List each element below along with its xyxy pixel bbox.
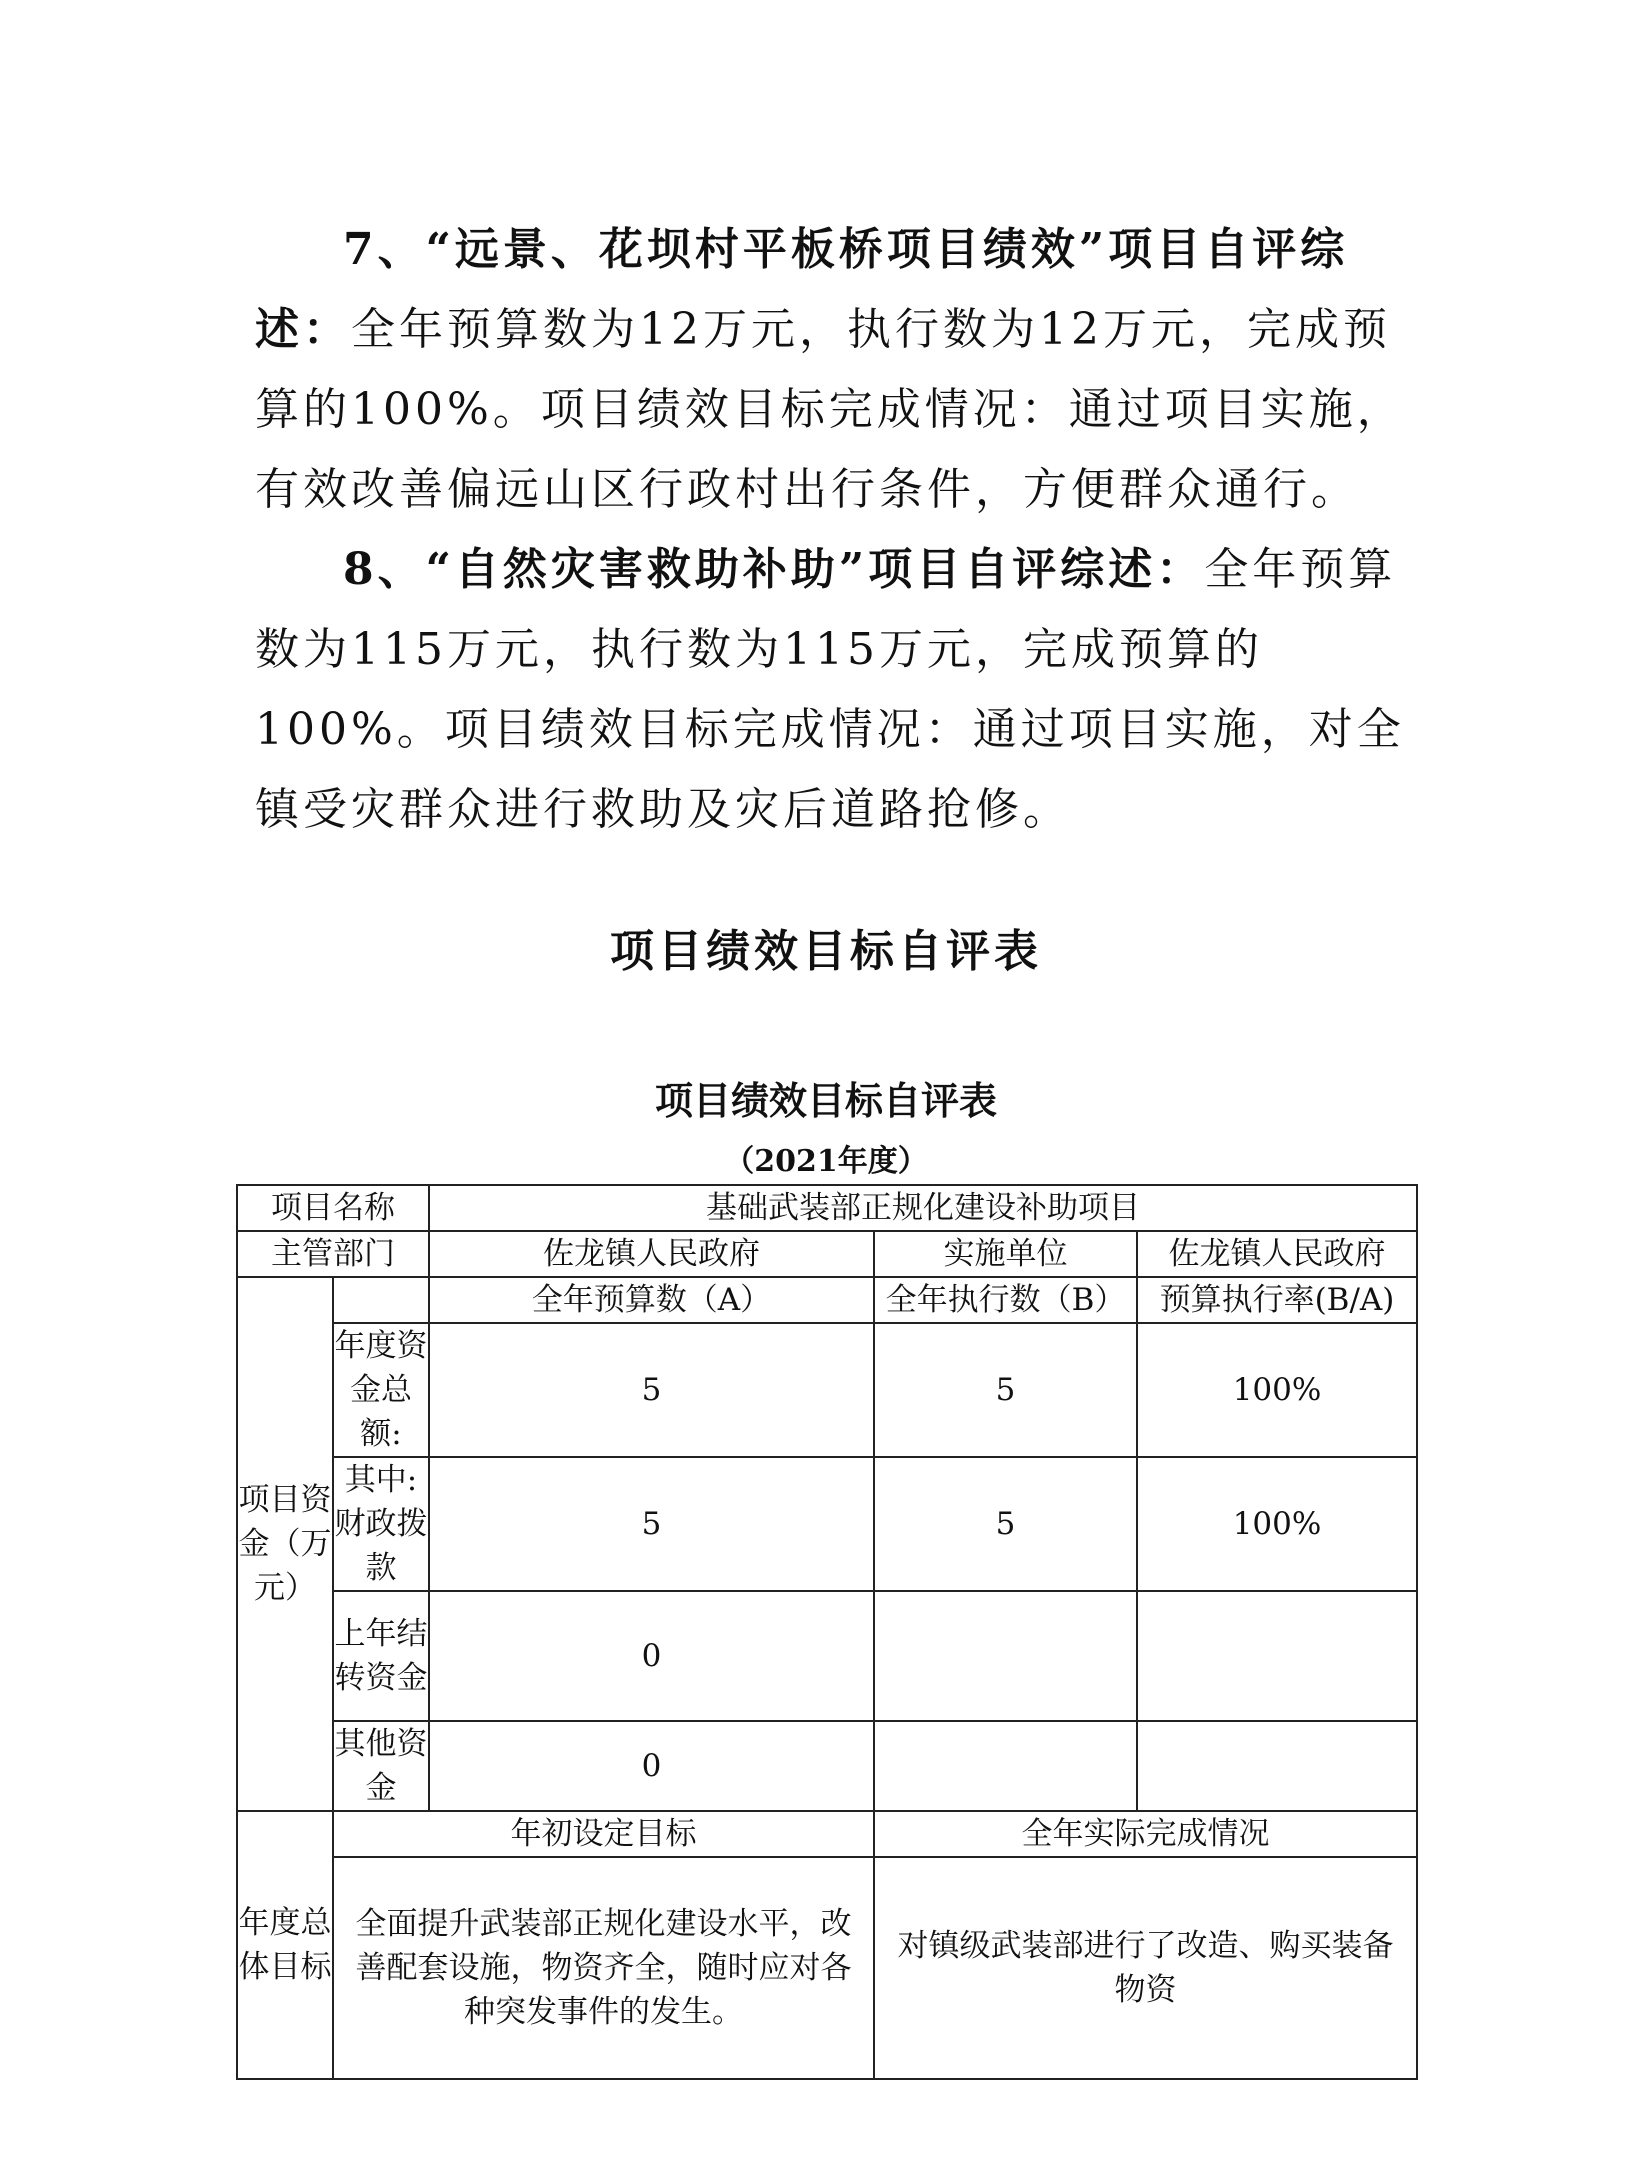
table-row xyxy=(237,1323,1417,1457)
goal-label: 年度总体目标 xyxy=(237,1811,333,2079)
budget-cell: 0 xyxy=(429,1721,874,1811)
impl-label: 实施单位 xyxy=(874,1231,1137,1277)
section-8-body: 全年预算数为115万元，执行数为115万元，完成预算的100%。项目绩效目标完成情况：通过项目实施，对全镇受灾群众进行救助及灾后道路抢修。 xyxy=(255,544,1405,835)
budget-cell: 0 xyxy=(429,1591,874,1721)
page-heading: 项目绩效目标自评表 xyxy=(610,926,1042,977)
section-8-heading: 8、“自然灾害救助补助”项目自评综述： xyxy=(343,544,1205,595)
table-row xyxy=(237,1185,1417,1231)
exec-cell xyxy=(874,1721,1137,1811)
section-7-heading: 7、“远景、花坝村平板桥项目绩效”项目自评综述： xyxy=(255,224,1349,355)
budget-cell: 5 xyxy=(429,1457,874,1591)
row-label: 年度资金总额: xyxy=(333,1323,429,1457)
row-label: 其中:财政拨款 xyxy=(333,1457,429,1591)
col-rate-header: 预算执行率(B/A) xyxy=(1137,1277,1417,1323)
exec-cell xyxy=(874,1591,1137,1721)
exec-cell: 5 xyxy=(874,1457,1137,1591)
goal-set-text: 全面提升武装部正规化建设水平，改善配套设施，物资齐全，随时应对各种突发事件的发生。 xyxy=(333,1857,874,2079)
project-name-value: 基础武装部正规化建设补助项目 xyxy=(429,1185,1417,1231)
table-row xyxy=(237,1457,1417,1591)
section-8 xyxy=(255,530,1405,850)
rate-cell: 100% xyxy=(1137,1457,1417,1591)
dept-value: 佐龙镇人民政府 xyxy=(429,1231,874,1277)
table-year: （2021年度） xyxy=(724,1144,928,1179)
impl-value: 佐龙镇人民政府 xyxy=(1137,1231,1417,1277)
table-row xyxy=(237,1277,1417,1323)
table-row xyxy=(237,1811,1417,1857)
project-name-label: 项目名称 xyxy=(237,1185,429,1231)
table-row xyxy=(237,1231,1417,1277)
budget-cell: 5 xyxy=(429,1323,874,1457)
dept-label: 主管部门 xyxy=(237,1231,429,1277)
table-row xyxy=(237,1857,1417,2079)
table-row xyxy=(237,1591,1417,1721)
table-title: 项目绩效目标自评表 xyxy=(654,1078,997,1123)
funds-label: 项目资金（万元） xyxy=(237,1277,333,1811)
col-budget-header: 全年预算数（A） xyxy=(429,1277,874,1323)
goal-set-header: 年初设定目标 xyxy=(333,1811,874,1857)
exec-cell: 5 xyxy=(874,1323,1137,1457)
performance-table xyxy=(236,1184,1418,2080)
goal-actual-text: 对镇级武装部进行了改造、购买装备物资 xyxy=(874,1857,1417,2079)
rate-cell xyxy=(1137,1721,1417,1811)
rate-cell: 100% xyxy=(1137,1323,1417,1457)
goal-actual-header: 全年实际完成情况 xyxy=(874,1811,1417,1857)
section-7 xyxy=(255,210,1405,530)
row-label: 上年结转资金 xyxy=(333,1591,429,1721)
table-row xyxy=(237,1721,1417,1811)
row-label: 其他资金 xyxy=(333,1721,429,1811)
rate-cell xyxy=(1137,1591,1417,1721)
col-exec-header: 全年执行数（B） xyxy=(874,1277,1137,1323)
section-7-body: 全年预算数为12万元，执行数为12万元，完成预算的100%。项目绩效目标完成情况：通过项目实施，有效改善偏远山区行政村出行条件，方便群众通行。 xyxy=(255,304,1405,515)
